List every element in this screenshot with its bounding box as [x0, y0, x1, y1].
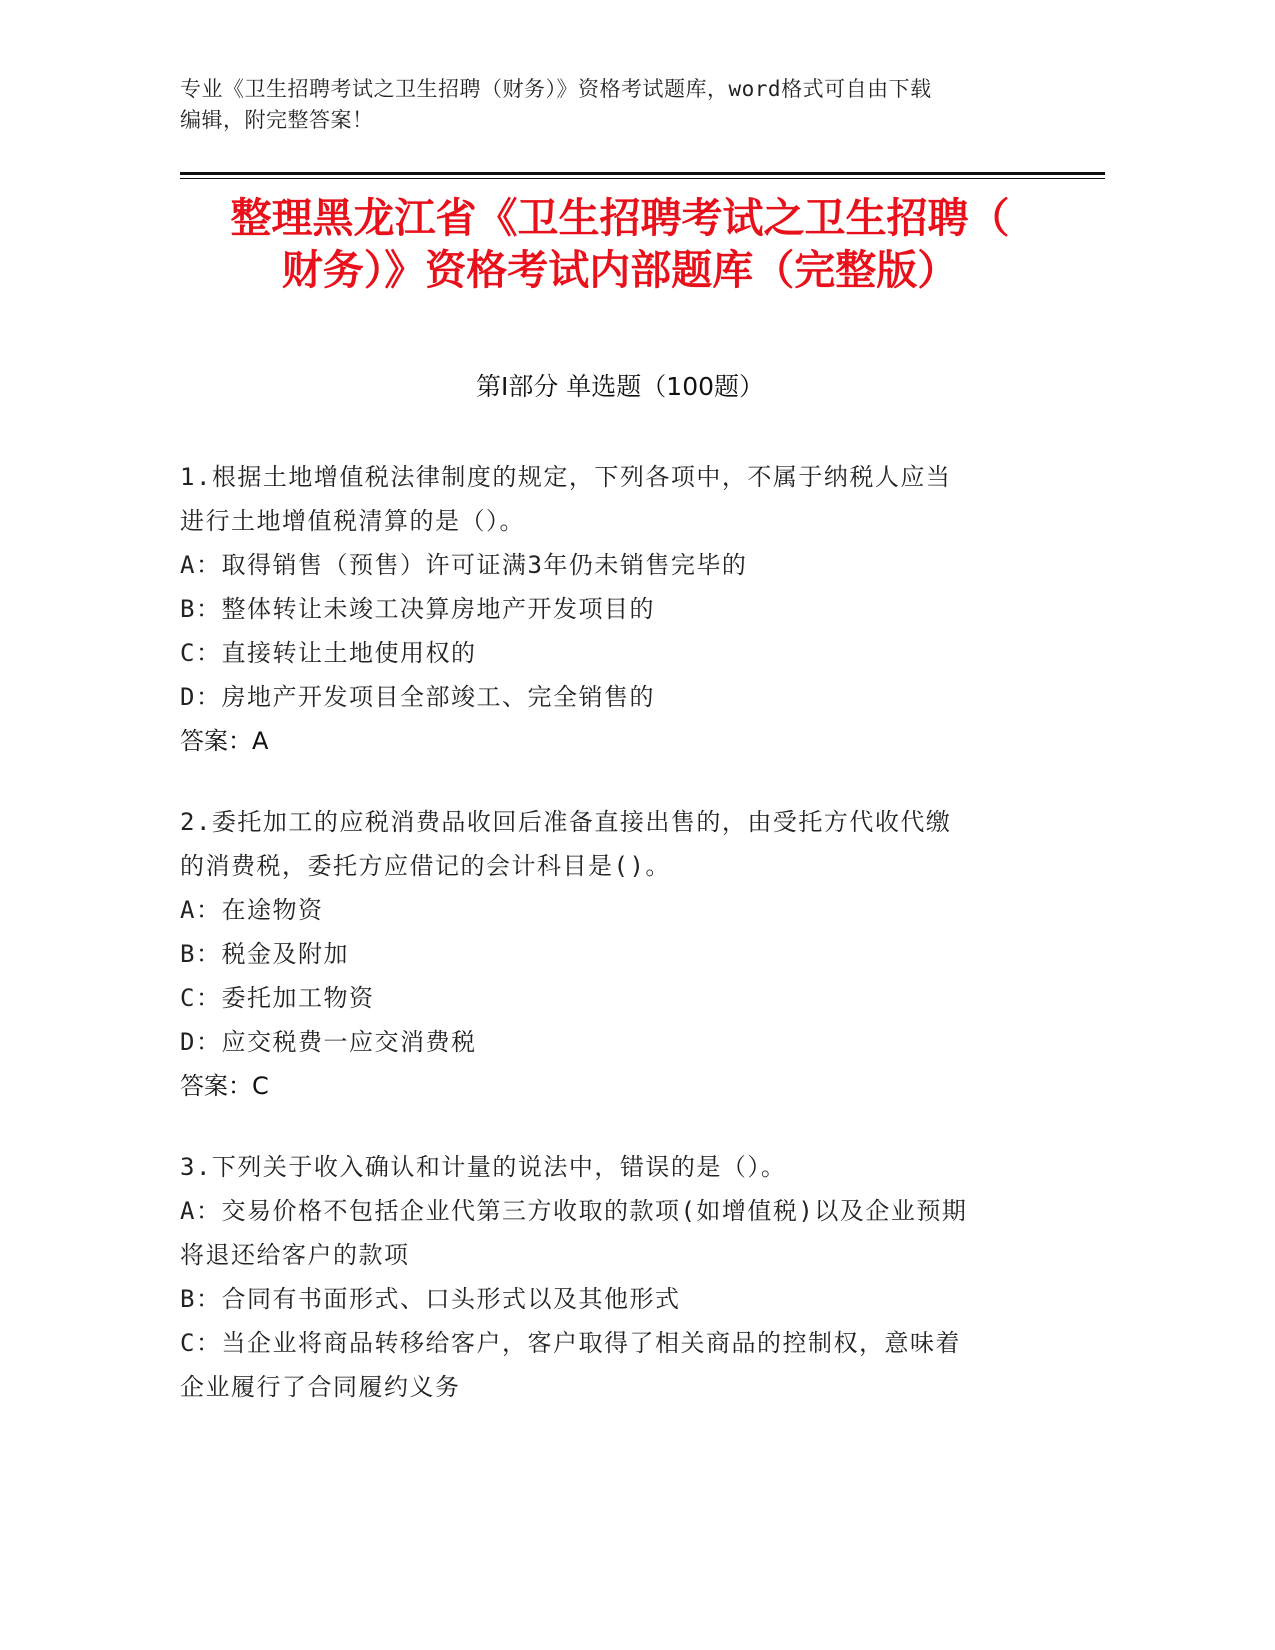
option-c-continued: 企业履行了合同履约义务 — [180, 1373, 461, 1401]
option-a: A：取得销售（预售）许可证满3年仍未销售完毕的 — [180, 551, 748, 579]
header-divider-thick — [180, 172, 1105, 175]
question-stem-line: 3.下列关于收入确认和计量的说法中，错误的是（）。 — [180, 1153, 787, 1181]
option-b: B：合同有书面形式、口头形式以及其他形式 — [180, 1285, 681, 1313]
question-list — [180, 455, 1050, 1446]
header-note-line-1: 专业《卫生招聘考试之卫生招聘（财务）》资格考试题库，word格式可自由下载 — [180, 77, 932, 101]
section-title: 第Ⅰ部分 单选题（100题） — [475, 372, 765, 401]
header-note-line-2: 编辑，附完整答案！ — [180, 108, 374, 132]
question-item — [180, 455, 1050, 763]
option-c: C：当企业将商品转移给客户，客户取得了相关商品的控制权，意味着 — [180, 1329, 961, 1357]
question-stem-line: 2.委托加工的应税消费品收回后准备直接出售的，由受托方代收代缴 — [180, 808, 952, 836]
option-b: B：整体转让未竣工决算房地产开发项目的 — [180, 595, 655, 623]
question-item — [180, 800, 1050, 1108]
header-note — [180, 74, 1060, 136]
header-divider-thin — [180, 178, 1105, 179]
option-a-continued: 将退还给客户的款项 — [180, 1241, 410, 1269]
question-stem-line: 进行土地增值税清算的是（）。 — [180, 507, 525, 535]
option-d: D：应交税费一应交消费税 — [180, 1028, 477, 1056]
document-title — [180, 192, 1060, 296]
option-d: D：房地产开发项目全部竣工、完全销售的 — [180, 683, 655, 711]
question-item — [180, 1145, 1050, 1409]
answer-line: 答案：A — [180, 727, 269, 755]
option-b: B：税金及附加 — [180, 940, 349, 968]
document-title-line-1: 整理黑龙江省《卫生招聘考试之卫生招聘（ — [230, 194, 1010, 242]
question-stem-line: 1.根据土地增值税法律制度的规定，下列各项中，不属于纳税人应当 — [180, 463, 952, 491]
document-title-line-2: 财务）》资格考试内部题库（完整版） — [281, 246, 959, 294]
question-stem-line: 的消费税，委托方应借记的会计科目是()。 — [180, 852, 671, 880]
option-c: C：直接转让土地使用权的 — [180, 639, 477, 667]
option-a: A：在途物资 — [180, 896, 324, 924]
option-c: C：委托加工物资 — [180, 984, 375, 1012]
answer-line: 答案：C — [180, 1072, 269, 1100]
option-a: A：交易价格不包括企业代第三方收取的款项(如增值税)以及企业预期 — [180, 1197, 968, 1225]
